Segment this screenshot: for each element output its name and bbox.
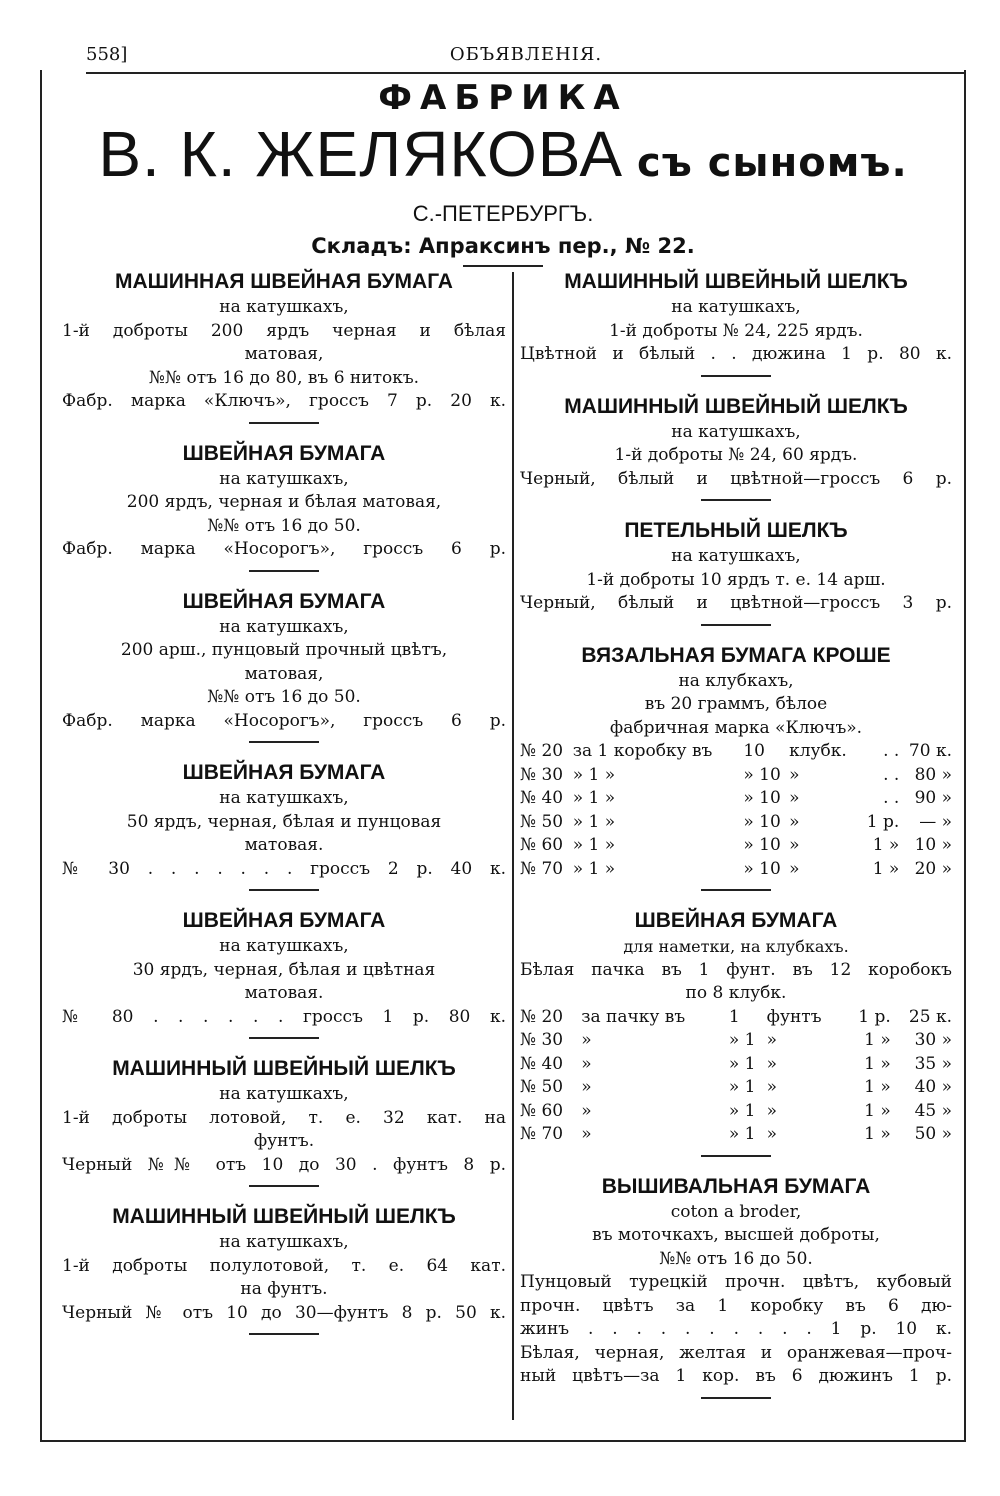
price-item <box>520 268 952 377</box>
price-row <box>520 1029 952 1053</box>
page-number: 558] <box>86 44 128 65</box>
item-line: на катушкахъ, <box>671 297 801 317</box>
item-line: на клубкахъ, <box>678 670 794 691</box>
item-line: 50 ярдъ, черная, бѣлая и пунцовая <box>126 811 442 832</box>
item-line: на фунтъ. <box>240 1279 328 1299</box>
item-line: прочн. цвѣтъ за 1 коробку въ 6 дю- <box>520 1295 952 1316</box>
price-cell: № 20 <box>520 741 564 761</box>
price-cell: 1 » <box>872 858 900 879</box>
item-line: 1-й доброты № 24, 60 ярдъ. <box>614 445 858 465</box>
price-cell: № 30 <box>520 1030 564 1050</box>
price-cell: » <box>789 858 800 879</box>
item-line: матовая. <box>244 983 324 1003</box>
item-line: 30 ярдъ, черная, бѣлая и цвѣтная <box>132 959 436 980</box>
price-cell: . . <box>883 764 900 785</box>
item-title: ШВЕЙНАЯ БУМАГА <box>182 909 386 932</box>
masthead <box>40 78 966 267</box>
price-item <box>520 393 952 502</box>
item-line: 1-й доброты 200 ярдъ черная и бѣлая <box>62 320 506 341</box>
company-suffix: съ сыномъ. <box>637 140 908 186</box>
item-line: на катушкахъ, <box>219 1084 349 1104</box>
price-cell: № 40 <box>520 788 564 808</box>
price-cell: » 10 <box>743 811 781 832</box>
price-table-nametka <box>520 1006 952 1147</box>
item-line: фунтъ. <box>253 1131 315 1151</box>
item-line: въ моточкахъ, высшей доброты, <box>592 1225 880 1245</box>
section-rule <box>701 499 771 501</box>
masthead-rule <box>463 265 543 267</box>
price-table-kroshe <box>520 740 952 881</box>
price-row <box>520 858 952 882</box>
price-cell: . . <box>883 741 900 761</box>
price-cell: » 1 <box>728 1030 756 1050</box>
item-line: 1-й доброты № 24, 225 ярдъ. <box>609 320 863 341</box>
price-cell: 70 к. <box>908 741 952 761</box>
item-line: Бѣлая пачка въ 1 фунт. въ 12 коробокъ <box>520 959 952 980</box>
price-cell: » 1 <box>728 1077 756 1097</box>
item-line: фабричная марка «Ключъ». <box>609 717 863 738</box>
price-cell: № 70 <box>520 858 564 879</box>
item-line: Черный №№ отъ 10 до 30 . фунтъ 8 р. <box>62 1154 506 1175</box>
item-line: матовая. <box>244 835 324 855</box>
price-cell: 45 » <box>914 1100 952 1121</box>
running-header <box>86 40 966 74</box>
price-cell: » <box>789 788 800 808</box>
masthead-city: С.-ПЕТЕРБУРГЪ. <box>412 201 594 226</box>
item-line: 1-й доброты лотовой, т. е. 32 кат. на <box>62 1107 506 1128</box>
price-cell: » 1 » <box>572 858 616 879</box>
price-cell: 1 <box>728 1006 740 1027</box>
section-rule <box>249 1037 319 1039</box>
price-row <box>520 1123 952 1147</box>
price-cell: клубк. <box>789 741 847 761</box>
item-title: ШВЕЙНАЯ БУМАГА <box>182 441 386 465</box>
price-cell: 1 » <box>872 835 900 855</box>
item-line: матовая, <box>244 663 324 684</box>
price-cell: » <box>766 1053 778 1074</box>
price-cell: № 60 <box>520 1100 564 1121</box>
item-line: на катушкахъ, <box>219 936 349 956</box>
section-rule <box>701 1155 771 1157</box>
item-line: № 80 . . . . . . гроссъ 1 р. 80 к. <box>62 1006 506 1027</box>
item-title: МАШИННЫЙ ШВЕЙНЫЙ ШЕЛКЪ <box>112 1057 456 1080</box>
item-line: на катушкахъ, <box>671 546 801 566</box>
price-cell: 35 » <box>914 1053 952 1074</box>
column-divider <box>512 272 514 1420</box>
right-top-items <box>520 268 952 626</box>
price-cell: . . <box>883 788 900 808</box>
price-cell: 1 р. <box>858 1006 891 1027</box>
item-title: ШВЕЙНАЯ БУМАГА <box>182 761 386 784</box>
price-item <box>62 759 506 891</box>
price-row <box>520 811 952 835</box>
price-row <box>520 1006 952 1030</box>
item-line: Черный № отъ 10 до 30—фунтъ 8 р. 50 к. <box>62 1302 506 1323</box>
price-cell: » <box>581 1100 592 1121</box>
item-line: Бѣлая, черная, желтая и оранжевая—проч- <box>520 1342 952 1363</box>
price-cell: » <box>789 835 800 855</box>
section-rule <box>701 624 771 626</box>
price-item <box>520 517 952 626</box>
price-row <box>520 1076 952 1100</box>
price-cell: » <box>766 1124 778 1144</box>
item-line: №№ отъ 16 до 50. <box>659 1248 813 1269</box>
item-line: Цвѣтной и бѣлый . . дюжина 1 р. 80 к. <box>520 344 952 364</box>
price-cell: » 1 » <box>572 788 616 808</box>
price-cell: » <box>789 811 800 832</box>
price-row <box>520 834 952 858</box>
price-cell: » <box>581 1077 592 1097</box>
item-line: 200 ярдъ, черная и бѣлая матовая, <box>126 492 442 512</box>
price-cell: » 1 » <box>572 764 616 785</box>
section-rule <box>249 889 319 891</box>
item-line: на катушкахъ, <box>219 468 349 489</box>
price-cell: 50 » <box>914 1124 952 1144</box>
price-cell: » 1 <box>728 1053 756 1074</box>
section-rule <box>701 375 771 377</box>
right-column <box>520 268 952 1415</box>
item-title: МАШИННЫЙ ШВЕЙНЫЙ ШЕЛКЪ <box>112 1205 456 1228</box>
price-cell: № 60 <box>520 835 564 855</box>
price-cell: 90 » <box>914 788 952 808</box>
price-cell: 1 » <box>864 1053 891 1074</box>
price-cell: 20 » <box>914 858 952 879</box>
item-title: ПЕТЕЛЬНЫЙ ШЕЛКЪ <box>624 519 848 542</box>
item-line: 200 арш., пунцовый прочный цвѣтъ, <box>120 640 448 660</box>
price-cell: » 10 <box>743 858 781 879</box>
price-cell: 10 » <box>914 835 952 855</box>
item-title: МАШИННЫЙ ШВЕЙНЫЙ ШЕЛКЪ <box>564 394 908 418</box>
item-line: 1-й доброты 10 ярдъ т. е. 14 арш. <box>586 569 886 590</box>
item-line: №№ отъ 16 до 50. <box>207 515 361 536</box>
price-item <box>62 907 506 1039</box>
price-item <box>62 1055 506 1187</box>
section-rule <box>249 1333 319 1335</box>
item-line: Пунцовый турецкій прочн. цвѣтъ, кубовый <box>520 1272 952 1292</box>
item-line: coton a broder, <box>670 1201 802 1222</box>
item-line: по 8 клубк. <box>685 983 787 1003</box>
price-cell: за 1 коробку въ <box>572 741 713 761</box>
price-row <box>520 740 952 764</box>
company-name: В. К. ЖЕЛЯКОВА <box>98 118 624 190</box>
item-title: МАШИННЫЙ ШВЕЙНЫЙ ШЕЛКЪ <box>564 270 908 293</box>
price-cell: » 10 <box>743 788 781 808</box>
price-cell: » <box>766 1077 778 1097</box>
price-cell: 1 » <box>864 1100 891 1121</box>
price-cell: » 1 <box>728 1100 756 1121</box>
masthead-company-name <box>40 118 966 199</box>
price-cell: 30 » <box>914 1030 952 1050</box>
price-cell: 1 » <box>864 1077 891 1097</box>
price-cell: » 1 <box>728 1124 756 1144</box>
price-cell: » 10 <box>743 835 781 855</box>
price-cell: 10 <box>743 741 765 761</box>
section-rule <box>249 570 319 572</box>
section-rule <box>249 422 319 424</box>
price-cell: » <box>766 1100 778 1121</box>
item-line: Фабр. марка «Ключъ», гроссъ 7 р. 20 к. <box>62 391 506 411</box>
price-cell: № 20 <box>520 1006 564 1027</box>
price-cell: 1 » <box>864 1030 891 1050</box>
price-cell: за пачку въ <box>581 1006 686 1027</box>
price-cell: № 50 <box>520 1077 564 1097</box>
item-line: въ 20 граммъ, бѣлое <box>644 694 828 714</box>
price-row <box>520 1053 952 1077</box>
item-line: №№ отъ 16 до 50. <box>207 687 361 707</box>
price-cell: фунтъ <box>766 1006 822 1027</box>
price-cell: 25 к. <box>908 1006 952 1027</box>
item-line: Черный, бѣлый и цвѣтной—гроссъ 3 р. <box>520 593 952 613</box>
item-line: №№ отъ 16 до 80, въ 6 нитокъ. <box>148 367 420 388</box>
price-cell: № 30 <box>520 764 564 785</box>
item-title: ВЫШИВАЛЬНАЯ БУМАГА <box>601 1174 871 1198</box>
item-line: 1-й доброты полулотовой, т. е. 64 кат. <box>62 1255 506 1276</box>
price-item-vyshival <box>520 1173 952 1399</box>
price-cell: — » <box>919 811 952 832</box>
item-title: ШВЕЙНАЯ БУМАГА <box>634 909 838 932</box>
item-line: № 30 . . . . . . . гроссъ 2 р. 40 к. <box>62 858 506 879</box>
section-rule <box>249 1185 319 1187</box>
price-cell: » <box>766 1030 778 1050</box>
price-cell: » <box>581 1030 592 1050</box>
price-row <box>520 787 952 811</box>
price-item <box>62 440 506 572</box>
section-rule <box>701 1397 771 1399</box>
item-line: матовая, <box>244 344 324 364</box>
price-item-kroshe <box>520 642 952 892</box>
price-cell: » <box>789 764 800 785</box>
price-cell: 40 » <box>914 1077 952 1097</box>
section-rule <box>249 741 319 743</box>
item-line: на катушкахъ, <box>219 1232 349 1252</box>
left-column <box>62 268 506 1351</box>
item-line: жинъ . . . . . . . . . . 1 р. 10 к. <box>520 1319 952 1339</box>
masthead-fabrika: ФАБРИКА <box>378 78 628 118</box>
item-title: ШВЕЙНАЯ БУМАГА <box>182 589 386 613</box>
price-row <box>520 764 952 788</box>
item-title: МАШИННАЯ ШВЕЙНАЯ БУМАГА <box>115 270 453 293</box>
price-cell: » 1 » <box>572 811 616 832</box>
price-cell: 1 р. <box>866 811 900 832</box>
price-cell: № 50 <box>520 811 564 832</box>
item-line: на катушкахъ, <box>671 421 801 442</box>
price-item <box>62 268 506 424</box>
price-cell: » <box>581 1053 592 1074</box>
item-line: для наметки, на клубкахъ. <box>623 937 849 956</box>
item-line: на катушкахъ, <box>219 616 349 637</box>
item-line: Черный, бѣлый и цвѣтной—гроссъ 6 р. <box>520 468 952 489</box>
price-cell: » 10 <box>743 764 781 785</box>
item-line: Фабр. марка «Носорогъ», гроссъ 6 р. <box>62 710 506 731</box>
price-cell: 1 » <box>864 1124 891 1144</box>
item-line: Фабр. марка «Носорогъ», гроссъ 6 р. <box>62 539 506 559</box>
item-line: на катушкахъ, <box>219 297 349 317</box>
price-cell: 80 » <box>914 764 952 785</box>
item-line: на катушкахъ, <box>219 788 349 808</box>
price-cell: » <box>581 1124 592 1144</box>
price-cell: № 70 <box>520 1124 564 1144</box>
price-cell: № 40 <box>520 1053 564 1074</box>
masthead-warehouse-address: Складъ: Апраксинъ пер., № 22. <box>311 234 695 258</box>
section-rule <box>701 889 771 891</box>
price-row <box>520 1100 952 1124</box>
item-line: ный цвѣтъ—за 1 кор. въ 6 дюжинъ 1 р. <box>520 1366 952 1386</box>
price-item-nametka <box>520 907 952 1157</box>
item-title: ВЯЗАЛЬНАЯ БУМАГА КРОШЕ <box>581 643 891 667</box>
price-item <box>62 1203 506 1335</box>
running-title: ОБЪЯВЛЕНІЯ. <box>449 44 603 65</box>
price-item <box>62 588 506 744</box>
price-cell: » 1 » <box>572 835 616 855</box>
